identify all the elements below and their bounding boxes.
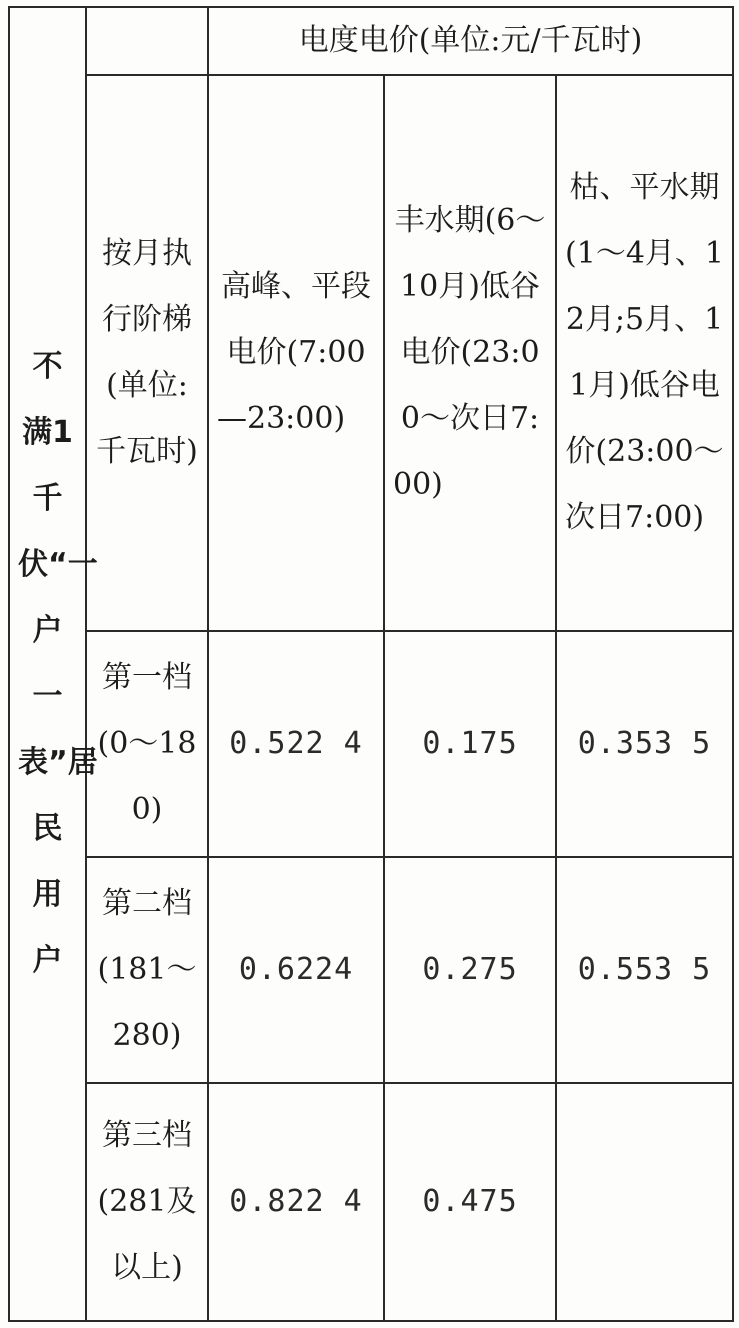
- peak-price-2: 0.6224: [208, 857, 384, 1083]
- header-main-title: 电度电价(单位:元/千瓦时): [208, 7, 733, 75]
- column-header-wet-valley-text: 丰水期(6～10月)低谷电价(23:00～次日7:00): [393, 203, 546, 502]
- dry-valley-price-1: 0.353 5: [556, 631, 733, 857]
- peak-price-3: 0.822 4: [208, 1083, 384, 1321]
- header-row-columns: [9, 75, 733, 631]
- column-header-dry-valley: [556, 75, 733, 631]
- table-row: [9, 631, 733, 857]
- column-header-dry-valley-text: 枯、平水期(1～4月、12月;5月、11月)低谷电价(23:00～次日7:00): [565, 170, 724, 535]
- user-type-label: 不满1千伏“一户一表”居民用户: [18, 349, 98, 978]
- table-row: [9, 857, 733, 1083]
- user-type-cell: [9, 7, 98, 1321]
- tier-label-text: 第二档(181～280): [97, 886, 197, 1053]
- column-header-peak-text: 高峰、平段电价(7:00—23:00): [217, 269, 371, 436]
- tier-label-1: [86, 631, 208, 857]
- electricity-tariff-table: [8, 6, 734, 1322]
- column-header-peak: [208, 75, 384, 631]
- dry-valley-price-2: 0.553 5: [556, 857, 733, 1083]
- dry-valley-price-3: [556, 1083, 733, 1321]
- peak-price-1: 0.522 4: [208, 631, 384, 857]
- tier-label-2: [86, 857, 208, 1083]
- header-row-top: [9, 7, 733, 75]
- wet-valley-price-3: 0.475: [384, 1083, 556, 1321]
- wet-valley-price-1: 0.175: [384, 631, 556, 857]
- wet-valley-price-2: 0.275: [384, 857, 556, 1083]
- tier-label-3: [86, 1083, 208, 1321]
- table-row: [9, 1083, 733, 1321]
- column-header-tier: [86, 75, 208, 631]
- tier-label-text: 第一档(0～180): [97, 660, 197, 827]
- column-header-tier-text: 按月执行阶梯(单位:千瓦时): [96, 236, 198, 469]
- tier-label-text: 第三档(281及以上): [97, 1118, 197, 1285]
- header-blank-cell: [86, 7, 208, 75]
- column-header-wet-valley: [384, 75, 556, 631]
